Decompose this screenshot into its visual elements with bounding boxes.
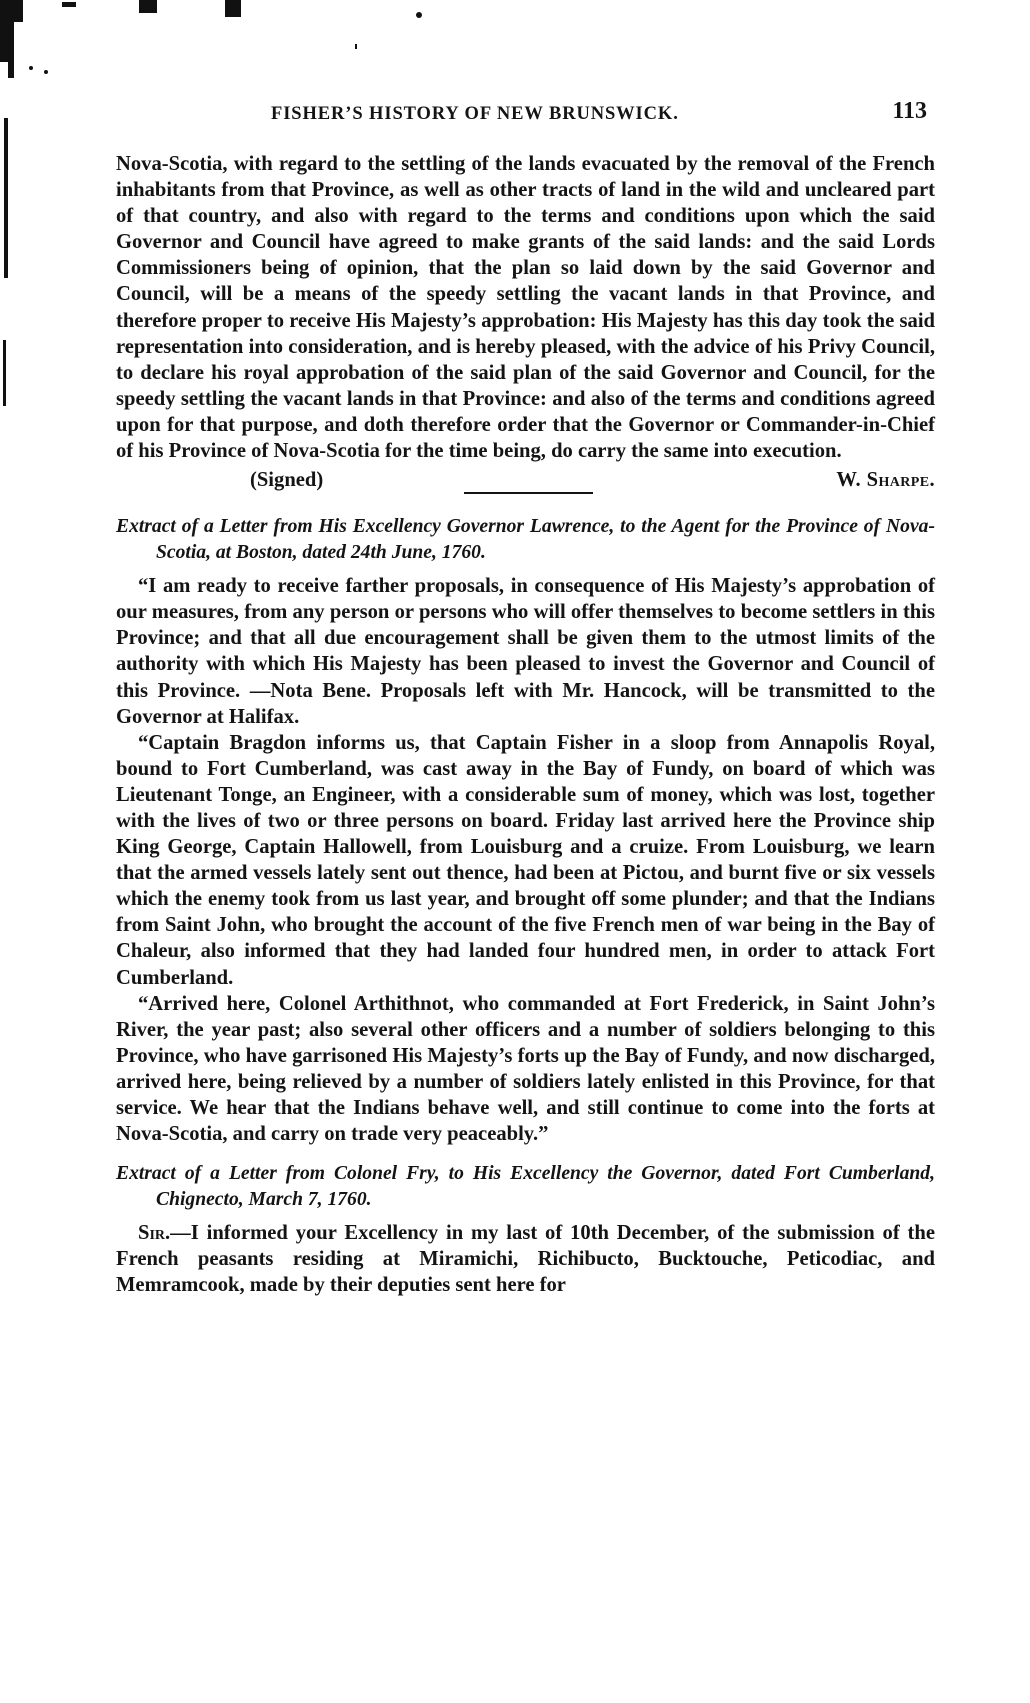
signature-line	[116, 464, 935, 496]
lawrence-paragraph-1: “I am ready to receive farther proposals, in consequence of His Majesty’s approbation of our measures, from any person or persons who will offer themselves to become settlers in this Province; and that all due encouragement shall be given them to the utmost limits of the authority with which His Majesty has been pleased to invest the Governor and Council of this Province. —Nota Bene. Proposals left with Mr. Hancock, will be transmitted to the Governor at Halifax.	[116, 575, 935, 728]
lawrence-paragraph-2: “Captain Bragdon informs us, that Captain Fisher in a sloop from Annapolis Royal, bound to Fort Cumberland, was cast away in the Bay of Fundy, on board of which was Lieutenant Tonge, an Engineer, with a considerable sum of money, which was lost, together with the lives of two or three persons on board. Friday last arrived here the Province ship King George, Captain Hallowell, from Louisburg and a cruize. From Louisburg, we learn that the armed vessels lately sent out thence, had been at Pictou, and burnt five or six vessels which the enemy took from us last year, and brought off some plunder; and that the Indians from Saint John, who brought the account of the five French men of war being in the Bay of Chaleur, also informed that they had landed four hundred men, in order to attack Fort Cumberland.	[116, 731, 935, 989]
signed-label: (Signed)	[250, 469, 324, 492]
lawrence-paragraph-3: “Arrived here, Colonel Arthithnot, who commanded at Fort Frederick, in Saint John’s River, the year past; also several other officers and a number of soldiers belonging to this Province, who have garrisoned His Majesty’s forts up the Bay of Fundy, and now discharged, arrived here, being relieved by a number of soldiers lately enlisted in this Province, for that service. We hear that the Indians behave well, and still continue to come into the forts at Nova-Scotia, and carry on trade very peaceably.”	[116, 992, 935, 1146]
extract-heading-lawrence: Extract of a Letter from His Excellency Governor Lawrence, to the Agent for the Province of Nova-Scotia, at Boston, dated 24th June, 1760.	[116, 516, 935, 564]
fry-paragraph	[116, 1220, 935, 1298]
book-page	[116, 94, 935, 1298]
running-title: FISHER’S HISTORY OF NEW BRUNSWICK.	[271, 104, 679, 124]
order-in-council-text: Nova-Scotia, with regard to the settling of the lands evacuated by the removal of the French inhabitants from that Province, as well as other tracts of land in the wild and uncleared part of that country, and also with regard to the terms and conditions upon which the said Governor and Council have agreed to make grants of the said lands: and the said Lords Commissioners being of opinion, that the plan so laid down by the said Governor and Council, will be a means of the speedy settling the vacant lands in that Province, and therefore proper to receive His Majesty’s approbation: His Majesty has this day took the said representation into consideration, and is hereby pleased, with the advice of his Privy Council, to declare his royal approbation of the said plan of the said Governor and Council, for the speedy settling the vacant lands in that Province: and also of the terms and conditions agreed upon for that purpose, and doth therefore order that the Governor or Commander-in-Chief of his Province of Nova-Scotia for the time being, do carry the same into execution.	[116, 153, 935, 463]
extract-heading-fry: Extract of a Letter from Colonel Fry, to His Excellency the Governor, dated Fort Cumberland, Chignecto, March 7, 1760.	[116, 1163, 935, 1211]
salutation: Sir.	[138, 1222, 171, 1245]
fry-paragraph-text: —I informed your Excellency in my last of 10th December, of the submission of the French peasants residing at Miramichi, Richibucto, Bucktouche, Peticodiac, and Memramcook, made by their deputies sent here for	[116, 1222, 935, 1297]
signer-name: W. Sharpe.	[836, 469, 935, 492]
signature-rule	[464, 492, 593, 494]
running-head	[116, 94, 935, 134]
page-number: 113	[892, 98, 927, 124]
